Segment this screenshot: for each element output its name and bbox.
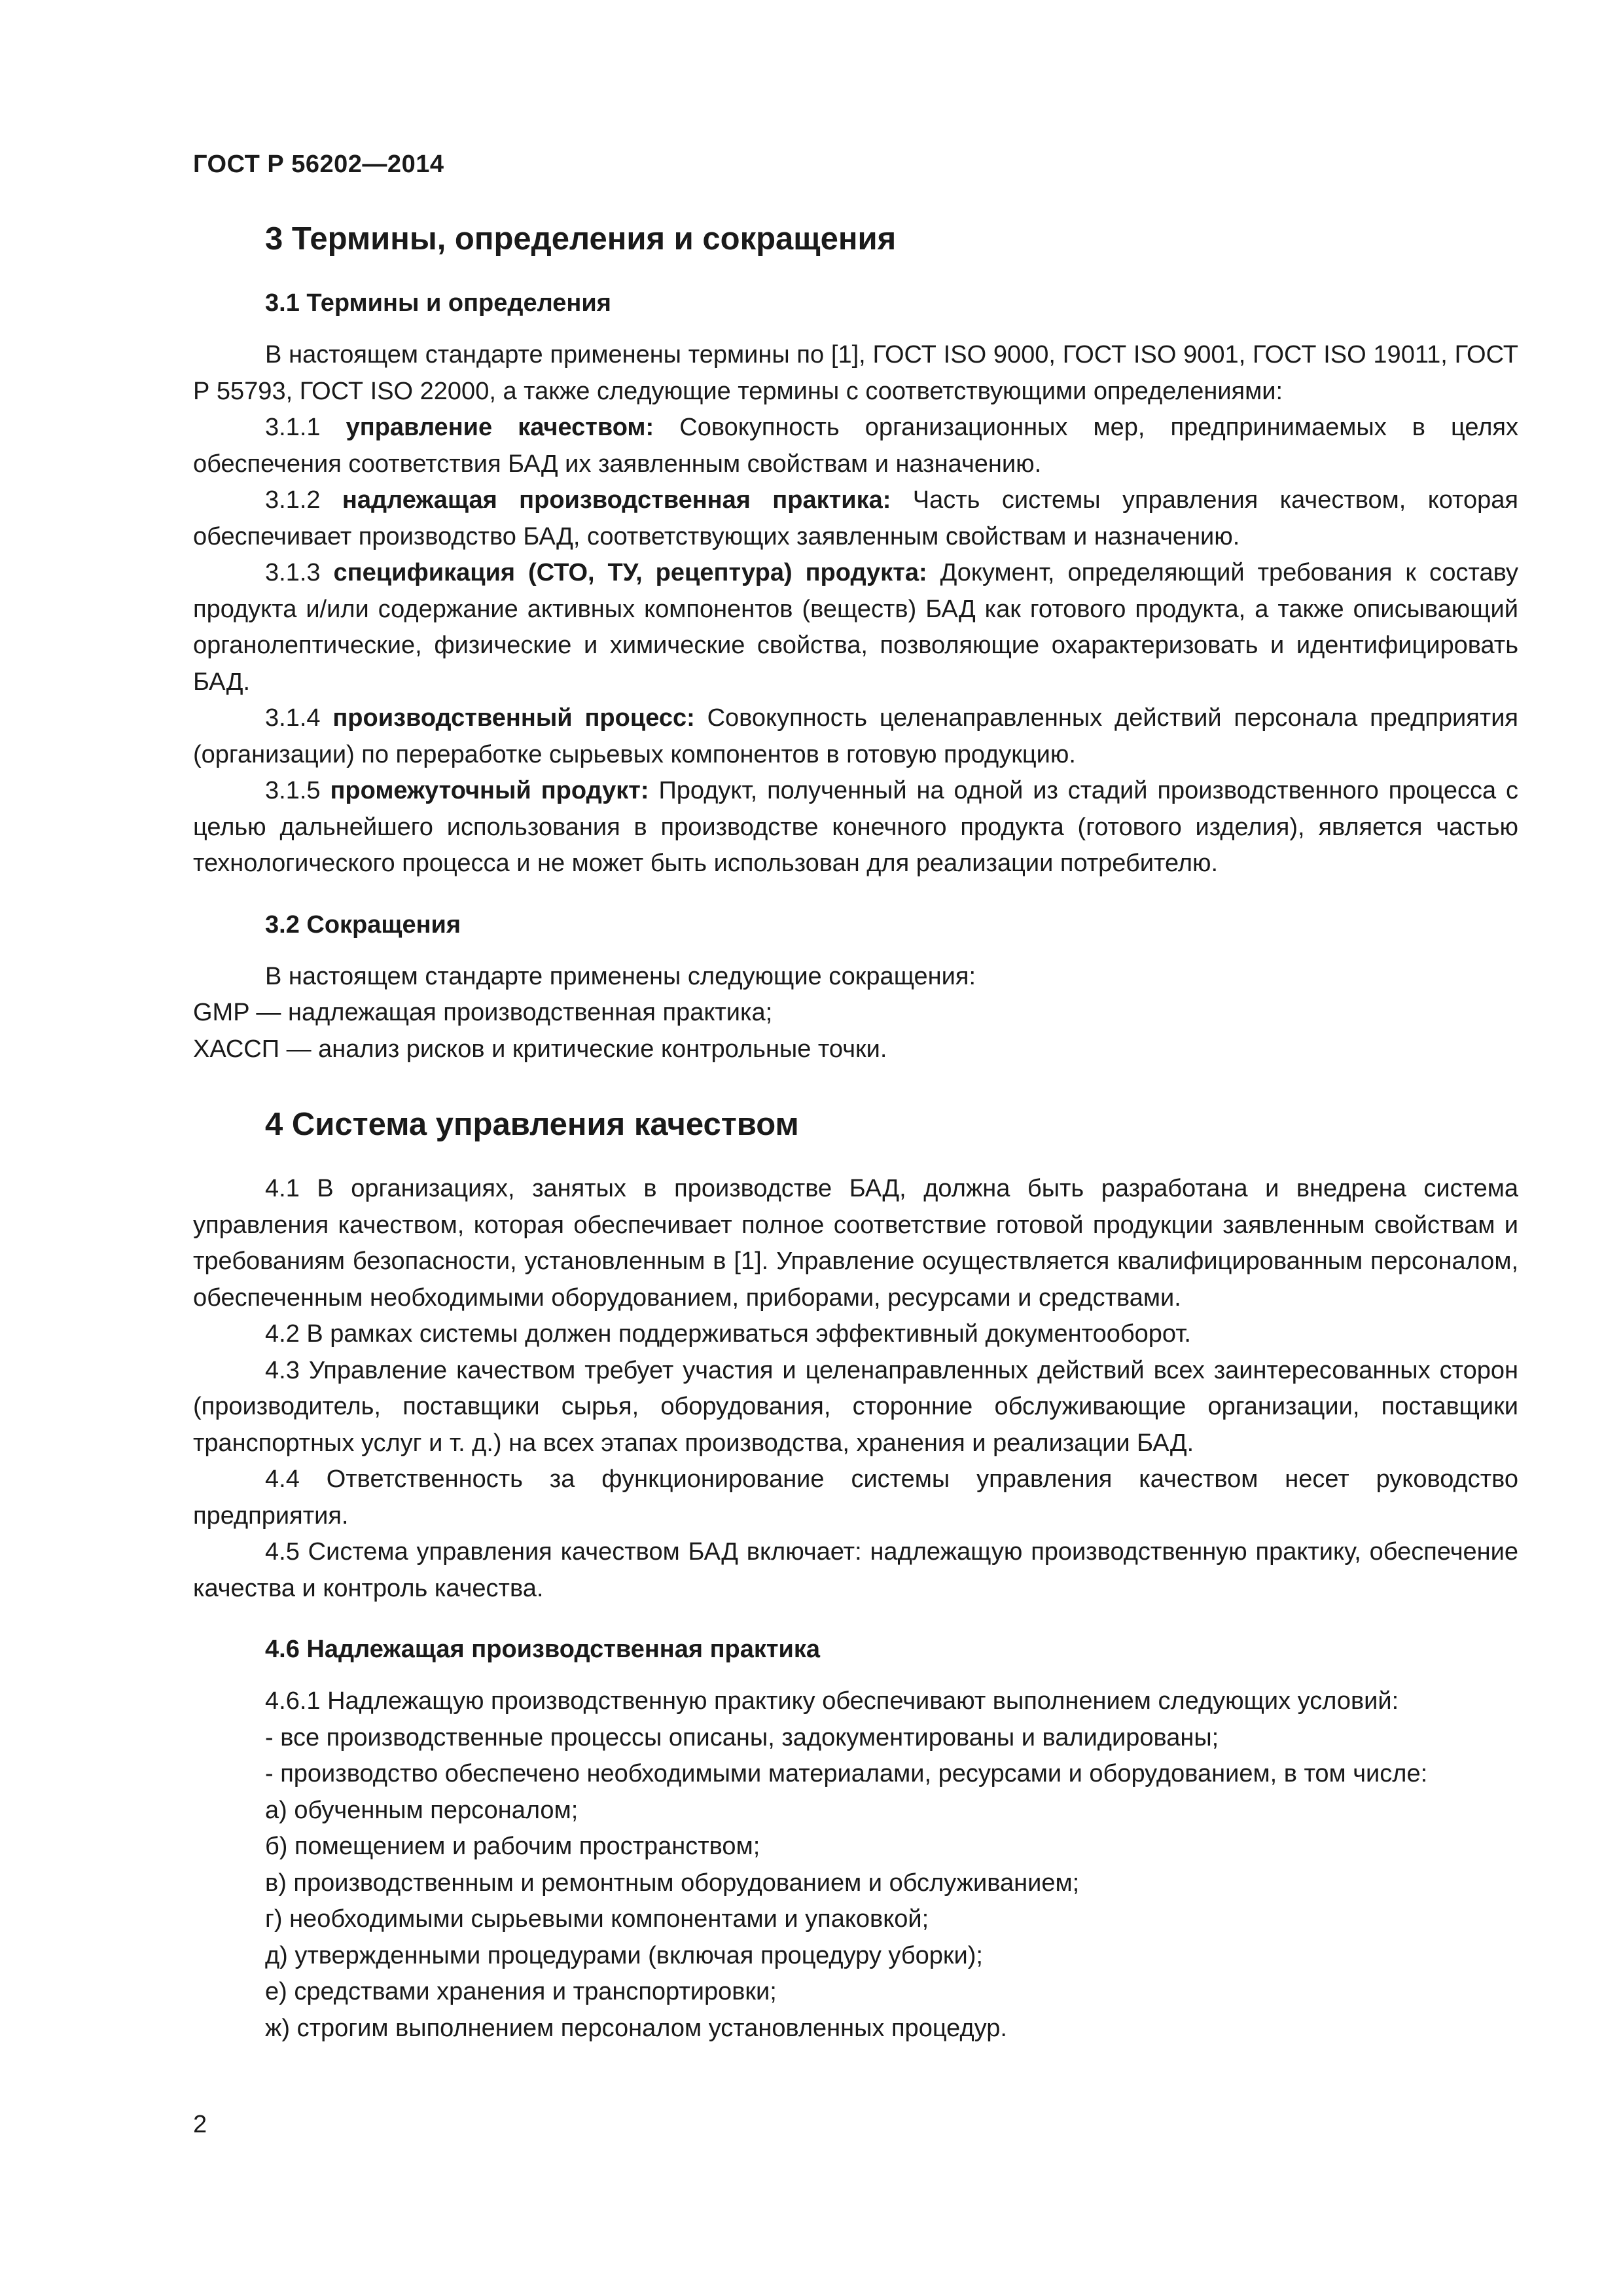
- abbreviation-gmp: GMP — надлежащая производственная практика;: [193, 999, 773, 1026]
- paragraph-4-4: 4.4 Ответственность за функционирование системы управления качеством несет руководство предприятия.: [193, 1465, 1518, 1530]
- term-3-1-2: [193, 482, 1518, 555]
- paragraph-4-5: 4.5 Система управления качеством БАД включает: надлежащую производственную практику, обеспечение качества и контроль качества.: [193, 1538, 1518, 1602]
- section-3-1-intro: В настоящем стандарте применены термины по [1], ГОСТ ISO 9000, ГОСТ ISO 9001, ГОСТ ISO 19011, ГОСТ Р 55793, ГОСТ ISO 22000, а также следующие термины с соответствующими определениями:: [193, 341, 1518, 405]
- list-item: г) необходимыми сырьевыми компонентами и упаковкой;: [265, 1905, 929, 1933]
- section-3-2-title: 3.2 Сокращения: [265, 910, 461, 939]
- term-definition: Документ, определяющий требования к составу продукта и/или содержание активных компонентов (веществ) БАД как готового продукта, а также описывающий органолептические, физические и химические свойства, позволяющие охарактеризовать и идентифицировать БАД.: [193, 559, 1518, 696]
- section-3-2-intro: В настоящем стандарте применены следующие сокращения:: [265, 962, 976, 990]
- term-3-1-1: [193, 410, 1518, 482]
- page-number: 2: [193, 2111, 207, 2138]
- term-3-1-4: [193, 700, 1518, 773]
- list-item: в) производственным и ремонтным оборудованием и обслуживанием;: [265, 1869, 1080, 1897]
- standard-code: ГОСТ Р 56202—2014: [193, 151, 444, 178]
- section-4-title: 4 Система управления качеством: [265, 1107, 799, 1142]
- term-name: промежуточный продукт:: [330, 777, 649, 804]
- paragraph-4-6-1: 4.6.1 Надлежащую производственную практику обеспечивают выполнением следующих условий:: [265, 1687, 1399, 1715]
- paragraph-4-3: 4.3 Управление качеством требует участия и целенаправленных действий всех заинтересованных сторон (производитель, поставщики сырья, оборудования, сторонние обслуживающие организации, поставщики транспортных услуг и т. д.) на всех этапах производства, хранения и реализации БАД.: [193, 1356, 1518, 1457]
- term-number: 3.1.5: [265, 777, 321, 804]
- section-3-title: 3 Термины, определения и сокращения: [265, 221, 897, 257]
- term-definition: Продукт, полученный на одной из стадий производственного процесса с целью дальнейшего использования в производстве конечного продукта (готового изделия), является частью технологического процесса и не может быть использован для реализации потребителю.: [193, 777, 1518, 877]
- paragraph-4-1: 4.1 В организациях, занятых в производстве БАД, должна быть разработана и внедрена система управления качеством, которая обеспечивает полное соответствие готовой продукции заявленным свойствам и требованиям безопасности, установленным в [1]. Управление осуществляется квалифицированным персоналом, обеспеченным необходимыми оборудованием, приборами, ресурсами и средствами.: [193, 1175, 1518, 1312]
- term-definition: Совокупность целенаправленных действий персонала предприятия (организации) по переработке сырьевых компонентов в готовую продукцию.: [193, 704, 1518, 768]
- document-body: [193, 216, 1518, 2047]
- list-item: ж) строгим выполнением персоналом установленных процедур.: [265, 2014, 1007, 2042]
- paragraph-4-2: 4.2 В рамках системы должен поддерживаться эффективный документооборот.: [265, 1320, 1191, 1348]
- term-name: надлежащая производственная практика:: [342, 486, 891, 514]
- term-definition: Совокупность организационных мер, предпринимаемых в целях обеспечения соответствия БАД их заявленным свойствам и назначению.: [193, 414, 1519, 478]
- term-number: 3.1.1: [265, 414, 321, 441]
- list-item: е) средствами хранения и транспортировки;: [265, 1978, 777, 2005]
- term-name: спецификация (СТО, ТУ, рецептура) продукта:: [333, 559, 927, 586]
- term-number: 3.1.3: [265, 559, 321, 586]
- section-4-6-title: 4.6 Надлежащая производственная практика: [265, 1636, 821, 1663]
- term-number: 3.1.4: [265, 704, 321, 732]
- term-name: производственный процесс:: [332, 704, 695, 732]
- term-3-1-3: [193, 555, 1518, 700]
- term-3-1-5: [193, 773, 1518, 882]
- dash-item: - все производственные процессы описаны, задокументированы и валидированы;: [265, 1723, 1219, 1751]
- term-definition: Часть системы управления качеством, которая обеспечивает производство БАД, соответствующих заявленным свойствам и назначению.: [193, 486, 1519, 550]
- list-item: д) утвержденными процедурами (включая процедуру уборки);: [265, 1941, 983, 1969]
- section-3-1-title: 3.1 Термины и определения: [265, 289, 611, 317]
- abbreviation-haccp: ХАССП — анализ рисков и критические контрольные точки.: [193, 1035, 887, 1063]
- term-number: 3.1.2: [265, 486, 321, 514]
- term-name: управление качеством:: [346, 414, 654, 441]
- list-item: а) обученным персоналом;: [265, 1796, 579, 1824]
- dash-item: - производство обеспечено необходимыми материалами, ресурсами и оборудованием, в том числе:: [265, 1760, 1428, 1787]
- list-item: б) помещением и рабочим пространством;: [265, 1833, 760, 1860]
